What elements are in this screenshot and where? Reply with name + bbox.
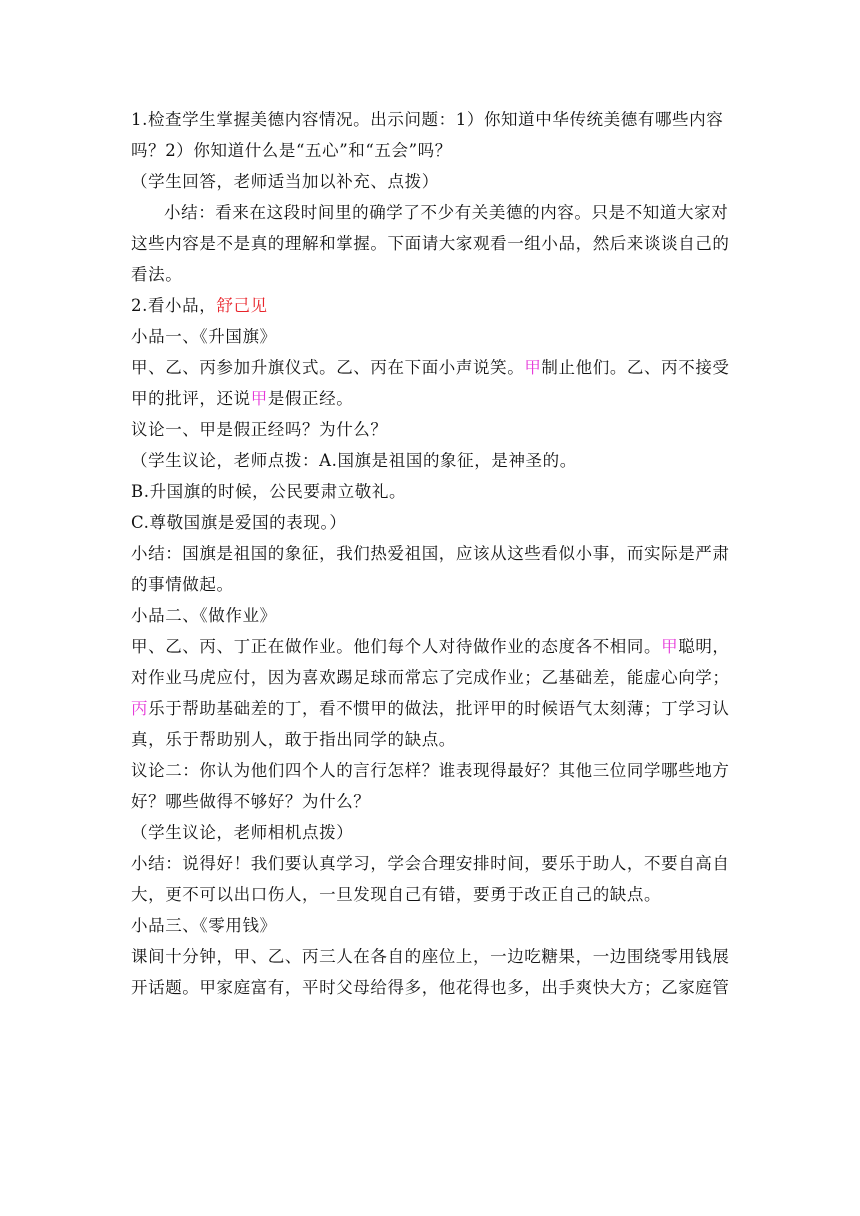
discussion-line: 议论一、甲是假正经吗？为什么？: [131, 420, 388, 439]
text-span: 聪明，: [678, 637, 730, 656]
paragraph-line: B.升国旗的时候，公民要肃立敬礼。: [131, 482, 407, 501]
pink-highlight-text: 丙: [131, 699, 149, 718]
summary-line: 小结：看来在这段时间里的确学了不少有关美德的内容。只是不知道大家对: [164, 203, 729, 222]
summary-line: 小结：国旗是祖国的象征，我们热爱祖国，应该从这些看似小事，而实际是严肃: [131, 544, 730, 563]
paragraph-line: [131, 352, 731, 383]
paragraph-line: [131, 383, 731, 414]
paragraph-line: 大，更不可以出口伤人，一旦发现自己有错，要勇于改正自己的缺点。: [131, 885, 662, 904]
text-span: 甲的批评，还说: [131, 389, 251, 408]
text-span: 制止他们。乙、丙不接受: [541, 358, 730, 377]
red-highlight-text: 舒己见: [216, 296, 268, 315]
skit-title: 小品二、《做作业》: [131, 606, 277, 625]
paragraph-line: 真，乐于帮助别人，敢于指出同学的缺点。: [131, 730, 456, 749]
text-span: 乐于帮助基础差的丁，看不惯甲的做法，批评甲的时候语气太刻薄；丁学习认: [148, 699, 730, 718]
paragraph-line: 开话题。甲家庭富有，平时父母给得多，他花得也多，出手爽快大方；乙家庭管: [131, 978, 730, 997]
discussion-line: 议论二：你认为他们四个人的言行怎样？谁表现得最好？其他三位同学哪些地方: [131, 761, 730, 780]
skit-title: 小品三、《零用钱》: [131, 916, 277, 935]
document-body: [131, 104, 731, 1003]
paragraph-line: 吗？2）你知道什么是“五心”和“五会”吗？: [131, 141, 452, 160]
text-span: 是假正经。: [267, 389, 354, 408]
section-heading: [131, 290, 731, 321]
text-span: 甲、乙、丙参加升旗仪式。乙、丙在下面小声说笑。: [131, 358, 525, 377]
summary-line: 小结：说得好！我们要认真学习，学会合理安排时间，要乐于助人，不要自高自: [131, 854, 730, 873]
paragraph-line: C.尊敬国旗是爱国的表现。）: [131, 513, 347, 532]
paragraph-line: （学生议论，老师相机点拨）: [131, 823, 354, 842]
text-span: 甲、乙、丙、丁正在做作业。他们每个人对待做作业的态度各不相同。: [131, 637, 662, 656]
skit-title: 小品一、《升国旗》: [131, 327, 277, 346]
pink-highlight-text: 甲: [250, 389, 268, 408]
paragraph-line: （学生议论，老师点拨：A.国旗是祖国的象征，是神圣的。: [131, 451, 577, 470]
paragraph-line: （学生回答，老师适当加以补充、点拨）: [131, 172, 439, 191]
paragraph-line: [131, 631, 731, 662]
paragraph-line: 课间十分钟，甲、乙、丙三人在各自的座位上，一边吃糖果，一边围绕零用钱展: [131, 947, 730, 966]
paragraph-line: 这些内容是不是真的理解和掌握。下面请大家观看一组小品，然后来谈谈自己的: [131, 234, 730, 253]
pink-highlight-text: 甲: [661, 637, 679, 656]
paragraph-line: 对作业马虎应付，因为喜欢踢足球而常忘了完成作业；乙基础差，能虚心向学；: [131, 668, 730, 687]
paragraph-line: 1.检查学生掌握美德内容情况。出示问题：1）你知道中华传统美德有哪些内容: [131, 110, 724, 129]
paragraph-line: [131, 693, 731, 724]
heading-text: 2.看小品，: [131, 296, 217, 315]
pink-highlight-text: 甲: [524, 358, 542, 377]
paragraph-line: 看法。: [131, 265, 183, 284]
paragraph-line: 好？哪些做得不够好？为什么？: [131, 792, 371, 811]
paragraph-line: 的事情做起。: [131, 575, 234, 594]
